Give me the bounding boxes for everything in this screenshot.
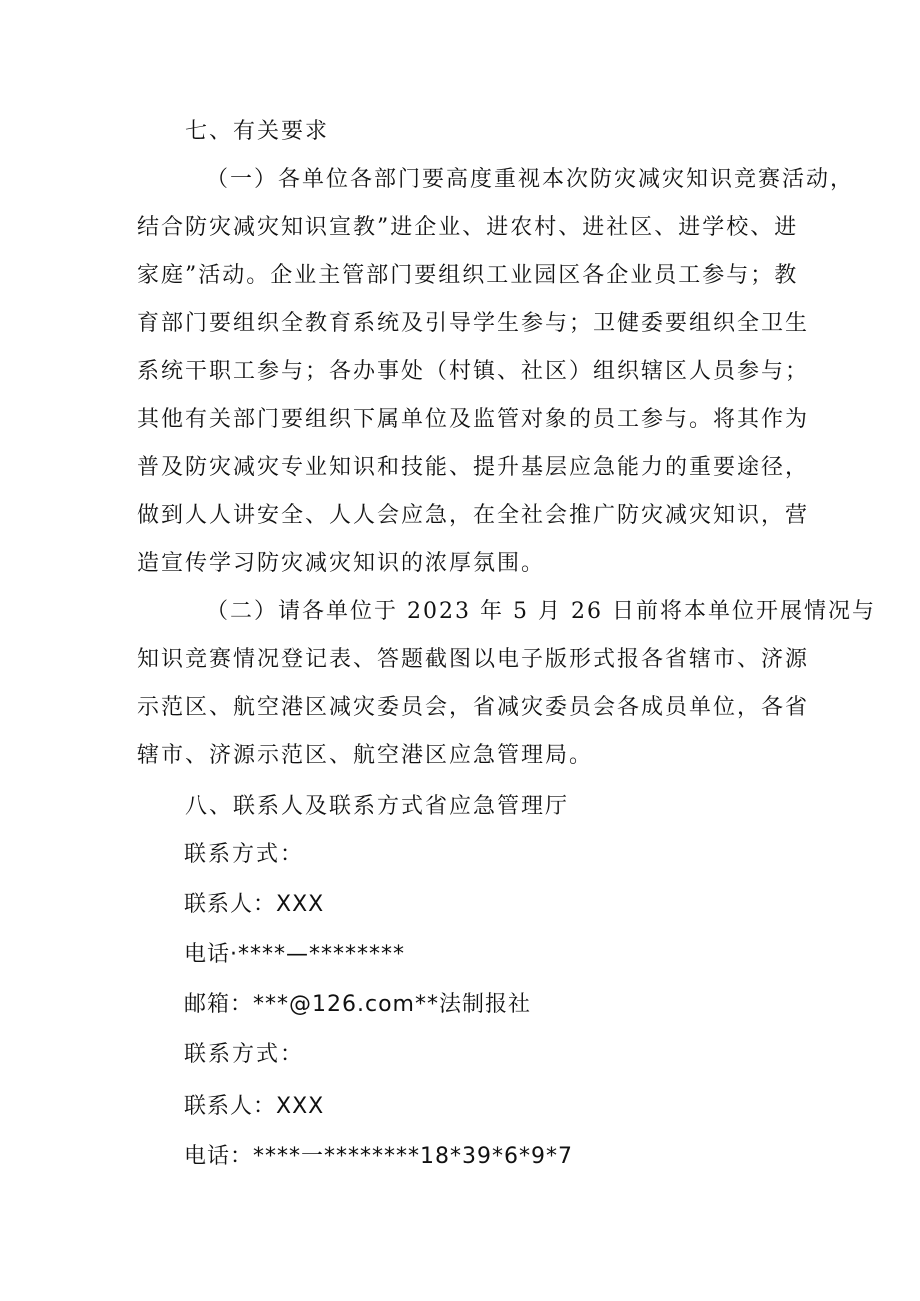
contact-2-phone: 电话：****一********18*39*6*9*7 [184, 1144, 573, 1169]
para1-line-5: 系统干职工参与；各办事处（村镇、社区）组织辖区人员参与； [137, 359, 810, 384]
para2-line-1: （二）请各单位于 2023 年 5 月 26 日前将本单位开展情况与 [206, 599, 876, 624]
contact-2-person: 联系人：XXX [184, 1094, 325, 1119]
para1-line-6: 其他有关部门要组织下属单位及监管对象的员工参与。将其作为 [137, 407, 810, 432]
para1-line-1: （一）各单位各部门要高度重视本次防灾减灾知识竞赛活动， [206, 167, 855, 192]
contact-1-email: 邮箱：***@126.com**法制报社 [184, 992, 531, 1017]
para1-line-4: 育部门要组织全教育系统及引导学生参与；卫健委要组织全卫生 [137, 311, 810, 336]
section-8-heading: 八、联系人及联系方式省应急管理厅 [185, 794, 570, 819]
para1-line-8: 做到人人讲安全、人人会应急，在全社会推广防灾减灾知识，营 [137, 503, 810, 528]
section-7-heading: 七、有关要求 [185, 119, 330, 144]
para2-line-4: 辖市、济源示范区、航空港区应急管理局。 [137, 743, 594, 768]
para2-line-2: 知识竞赛情况登记表、答题截图以电子版形式报各省辖市、济源 [137, 647, 810, 672]
contact-1-method-label: 联系方式： [184, 842, 305, 867]
contact-2-method-label: 联系方式： [184, 1042, 305, 1067]
para2-line-3: 示范区、航空港区减灾委员会，省减灾委员会各成员单位，各省 [137, 695, 810, 720]
para1-line-9: 造宣传学习防灾减灾知识的浓厚氛围。 [137, 551, 546, 576]
para1-line-7: 普及防灾减灾专业知识和技能、提升基层应急能力的重要途径， [137, 455, 810, 480]
contact-1-person: 联系人：XXX [184, 892, 325, 917]
para1-line-3: 家庭”活动。企业主管部门要组织工业园区各企业员工参与；教 [137, 263, 799, 288]
para1-line-2: 结合防灾减灾知识宣教”进企业、进农村、进社区、进学校、进 [137, 215, 799, 240]
contact-1-phone: 电话·****—******** [184, 942, 405, 967]
